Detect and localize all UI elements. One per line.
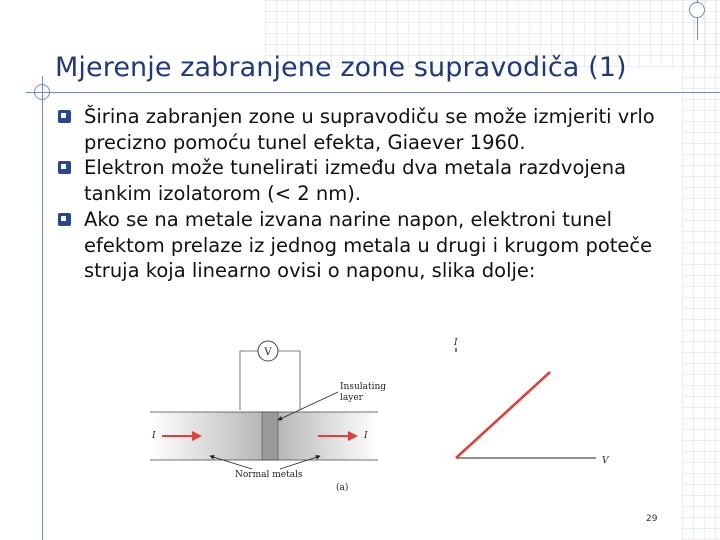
bullet-item	[58, 155, 698, 206]
bullet-text: Širina zabranjen zone u supravodiču se može izmjeriti vrlo precizno pomoću tunel efekta, Giaever 1960.	[84, 105, 655, 154]
tunnel-junction-figure	[140, 332, 640, 497]
graph-x-label: V	[602, 456, 609, 466]
page-number: 29	[646, 514, 658, 524]
iv-linear-line	[456, 372, 550, 458]
decorative-circle	[34, 84, 50, 100]
wire-right	[278, 351, 300, 410]
wire-left	[240, 351, 258, 410]
bullet-text: Elektron može tunelirati između dva metala razdvojena tankim izolatorom (< 2 nm).	[84, 156, 627, 206]
insulating-label: Insulating	[340, 382, 387, 392]
bullet-item	[58, 104, 698, 155]
current-label-right: I	[364, 431, 368, 441]
checkbox-bullet-icon	[58, 213, 71, 226]
insulating-label-2: layer	[340, 393, 363, 403]
bullet-item	[58, 207, 698, 284]
panel-label: (a)	[336, 483, 349, 493]
slide-title: Mjerenje zabranjene zone supravodiča (1)	[55, 52, 627, 83]
bullet-list	[58, 104, 698, 284]
metals-label: Normal metals	[235, 470, 303, 480]
decorative-line-vertical	[42, 76, 43, 540]
voltmeter-icon	[258, 341, 278, 361]
bullet-text: Ako se na metale izvana narine napon, elektroni tunel efektom prelaze iz jednog metala u drugi i krugom poteče struja koja linearno ovisi o naponu, slika dolje:	[84, 207, 653, 283]
checkbox-bullet-icon	[58, 110, 71, 123]
graph-y-label: I	[454, 338, 458, 348]
current-label-left: I	[152, 431, 156, 441]
decorative-circle-top-right	[689, 2, 705, 18]
checkbox-bullet-icon	[58, 161, 71, 174]
insulating-layer	[262, 412, 278, 460]
figure-svg	[140, 332, 640, 497]
voltmeter-label: V	[264, 347, 272, 358]
decorative-line-horizontal	[26, 92, 720, 93]
